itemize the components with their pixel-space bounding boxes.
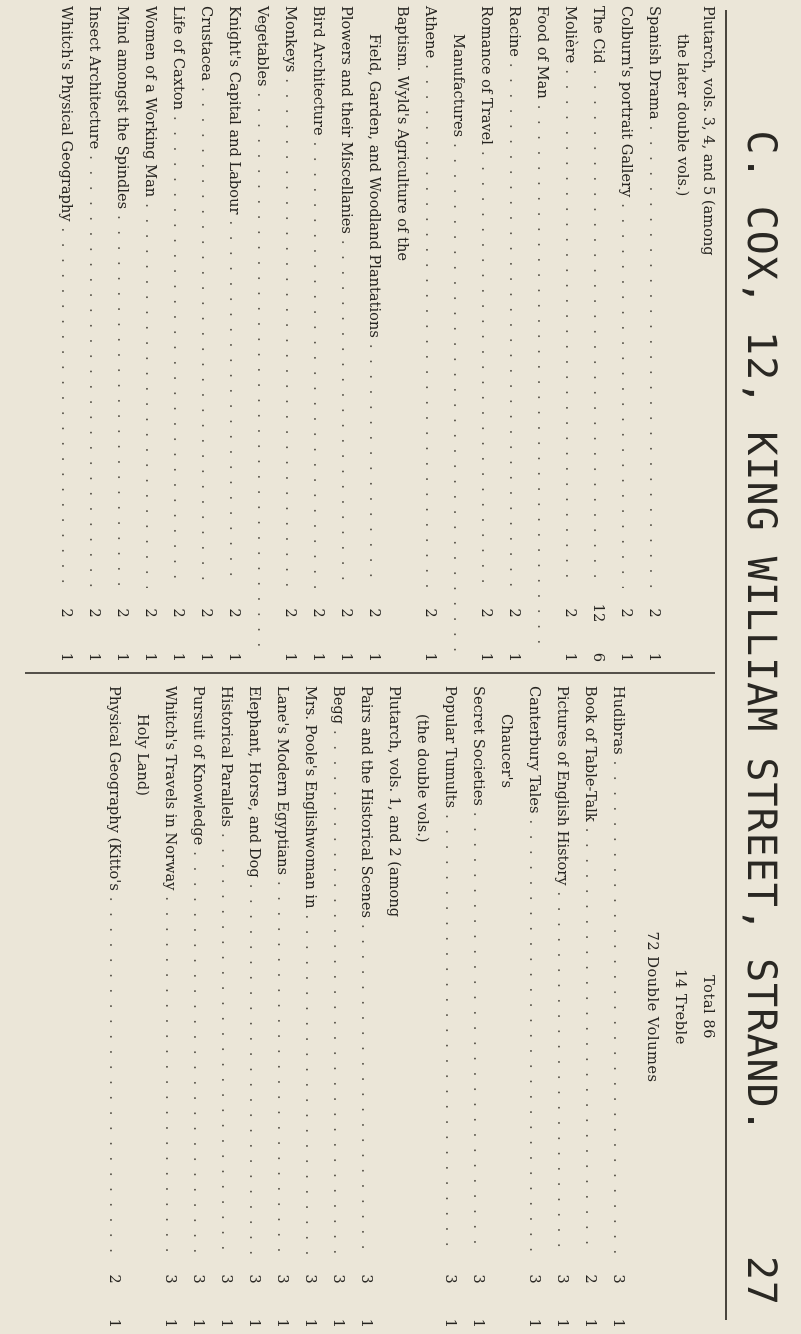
list-item: Elephant, Horse, and Dog . . . 3 1 — [241, 686, 267, 1328]
list-item: Total 86 — [700, 975, 717, 1039]
list-item: Spanish Drama . . . 2 1 — [641, 6, 667, 662]
dot-leader — [101, 897, 127, 1254]
list-item: Monkeys . . . 2 1 — [277, 6, 303, 662]
dot-leader — [613, 203, 639, 588]
dot-leader — [325, 730, 351, 1254]
dot-leader — [473, 151, 499, 588]
dot-leader — [605, 761, 631, 1254]
list-item: Racine . . . 2 1 — [501, 6, 527, 662]
list-item: Bird Architecture . . . 2 1 — [305, 6, 331, 662]
dot-leader — [333, 240, 359, 588]
list-item: Begg . . . 3 1 — [325, 686, 351, 1328]
left-column — [21, 6, 721, 662]
column-divider — [25, 672, 715, 674]
list-item: Molière . . . 2 1 — [557, 6, 583, 662]
dot-leader — [585, 70, 611, 588]
dot-leader — [165, 116, 191, 588]
running-head — [729, 28, 793, 1306]
dot-leader — [221, 220, 247, 588]
list-item: Food of Man . . . — [529, 6, 555, 662]
list-item: Crustacea . . . 2 1 — [193, 6, 219, 662]
dot-leader — [361, 344, 387, 588]
dot-leader — [137, 203, 163, 588]
list-item: Colburn's portrait Gallery . . . 2 1 — [613, 6, 639, 662]
list-item: Field, Garden, and Woodland Plantations . . . 2 1 — [361, 6, 387, 662]
dot-leader — [529, 105, 555, 656]
dot-leader — [445, 143, 471, 656]
list-item: Plutarch, vols. 1, and 2 (among — [386, 686, 403, 918]
dot-leader — [213, 833, 239, 1254]
list-item: Life of Caxton . . . 2 1 — [165, 6, 191, 662]
dot-leader — [157, 896, 183, 1254]
header-rule — [725, 10, 727, 1320]
list-item: Insect Architecture . . . 2 1 — [81, 6, 107, 662]
list-item: Whitch's Travels in Norway . . . 3 1 — [157, 686, 183, 1328]
list-item: Plowers and their Miscellanies . . . 2 1 — [333, 6, 359, 662]
dot-leader — [277, 78, 303, 588]
list-item: Romance of Travel . . . 2 1 — [473, 6, 499, 662]
dot-leader — [185, 851, 211, 1254]
dot-leader — [521, 819, 547, 1254]
list-item: Book of Table-Talk . . . 2 1 — [577, 686, 603, 1328]
list-item: Lane's Modern Egyptians . . . 3 1 — [269, 686, 295, 1328]
dot-leader — [193, 87, 219, 588]
list-item: Physical Geography (Kitto's . . . 2 1 — [101, 686, 127, 1328]
list-item: Baptism. Wyld's Agriculture of the — [394, 6, 411, 261]
dot-leader — [465, 812, 491, 1254]
dot-leader — [437, 814, 463, 1254]
list-item: The Cid . . . 12 6 — [585, 6, 611, 662]
list-item: Vegetables . . . — [249, 6, 275, 662]
dot-leader — [53, 228, 79, 588]
running-head-title: C. COX, 12, KING WILLIAM STREET, STRAND. — [738, 130, 784, 1134]
list-item: Canterbury Tales . . . 3 1 — [521, 686, 547, 1328]
dot-leader — [297, 914, 323, 1254]
right-column — [21, 686, 721, 1328]
list-item: Pursuit of Knowledge . . . 3 1 — [185, 686, 211, 1328]
list-item: (the double vols.) — [414, 714, 431, 843]
list-item: Athene . . . 2 1 — [417, 6, 443, 662]
dot-leader — [557, 69, 583, 588]
dot-leader — [81, 155, 107, 588]
dot-leader — [577, 828, 603, 1254]
list-item: Women of a Working Man . . . 2 1 — [137, 6, 163, 662]
dot-leader — [549, 892, 575, 1254]
list-item: Chaucer's — [498, 714, 515, 788]
dot-leader — [305, 142, 331, 588]
list-item: Historical Parallels . . . 3 1 — [213, 686, 239, 1328]
dot-leader — [241, 884, 267, 1254]
list-item: Secret Societies . . . 3 1 — [465, 686, 491, 1328]
list-item: the later double vols.) — [674, 34, 691, 197]
list-item: 14 Treble — [672, 969, 689, 1045]
list-item: 72 Double Volumes — [644, 931, 661, 1083]
dot-leader — [249, 93, 275, 656]
list-item: Holy Land) — [134, 714, 151, 796]
dot-leader — [353, 924, 379, 1254]
list-item: Whitch's Physical Geography . . . 2 1 — [53, 6, 79, 662]
list-item: Mrs. Poole's Englishwoman in . . . 3 1 — [297, 686, 323, 1328]
dot-leader — [501, 63, 527, 588]
dot-leader — [641, 126, 667, 588]
page-number: 27 — [738, 1255, 784, 1306]
list-item: Hudibras . . . 3 1 — [605, 686, 631, 1328]
dot-leader — [417, 64, 443, 588]
list-item: Knight's Capital and Labour . . . 2 1 — [221, 6, 247, 662]
dot-leader — [109, 215, 135, 588]
dot-leader — [269, 881, 295, 1254]
list-item: Manufactures . . . — [445, 6, 471, 662]
list-item: Plutarch, vols. 3, 4, and 5 (among — [700, 6, 717, 256]
list-item: Mind amongst the Spindles . . . 2 1 — [109, 6, 135, 662]
list-item: Popular Tumults . . . 3 1 — [437, 686, 463, 1328]
list-item: Pairs and the Historical Scenes . . . 3 1 — [353, 686, 379, 1328]
list-item: Pictures of English History . . . 3 1 — [549, 686, 575, 1328]
